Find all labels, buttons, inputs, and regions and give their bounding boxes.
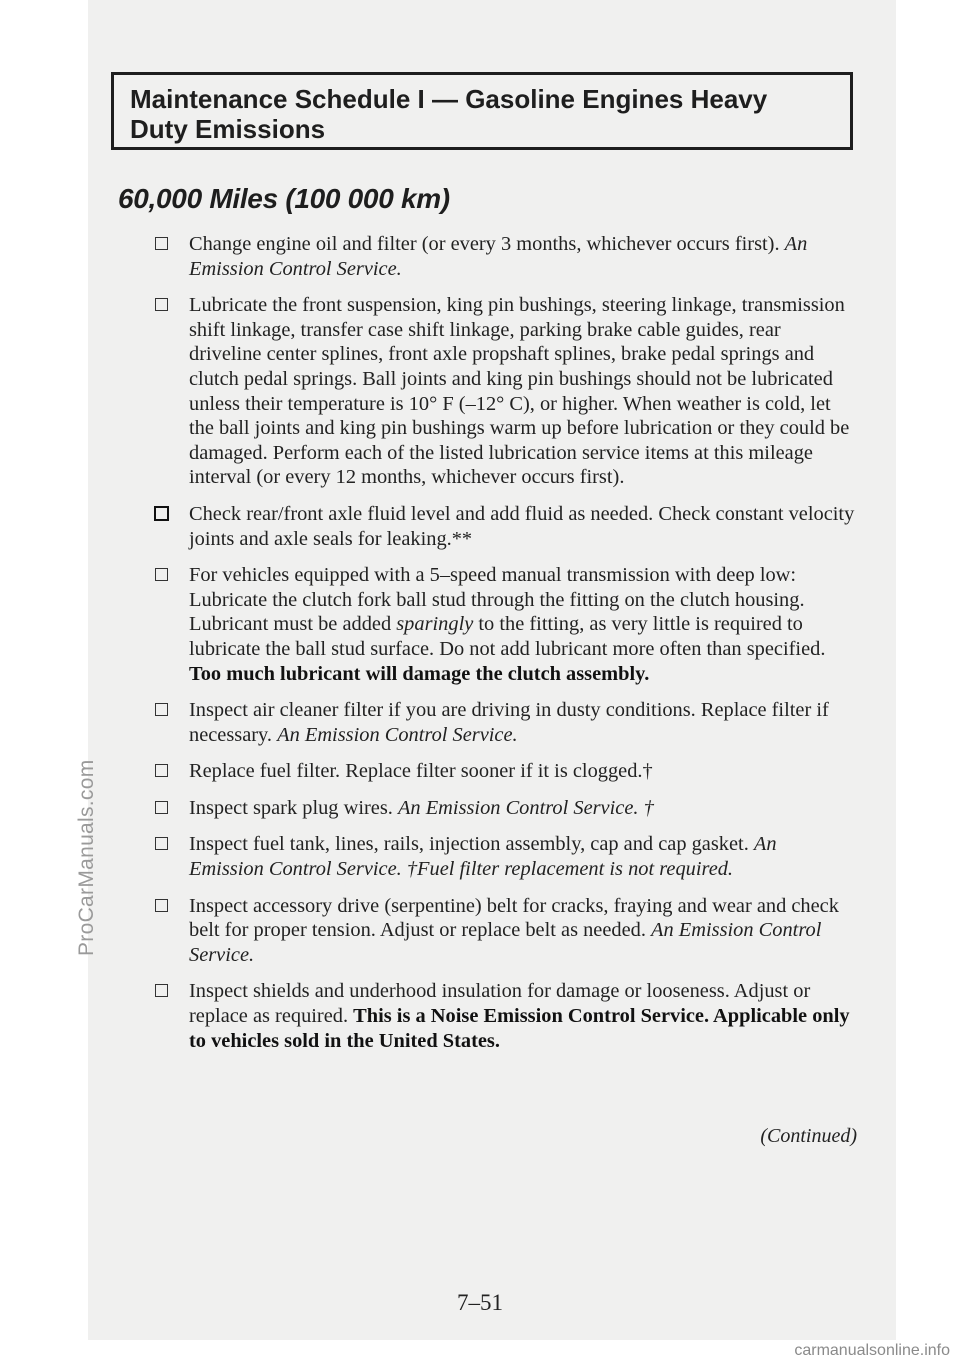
item-emphasis: sparingly [396, 613, 474, 636]
list-item [155, 832, 855, 881]
item-text: Inspect fuel tank, lines, rails, injection assembly, cap and cap gasket. [189, 833, 754, 856]
item-text-continued: to the fitting, as very little is required to lubricate the ball stud surface. Do not add lubricant more often than specified. [189, 613, 826, 660]
item-text: Change engine oil and filter (or every 3 months, whichever occurs first). [189, 233, 785, 255]
list-item [155, 759, 855, 784]
item-text: Inspect accessory drive (serpentine) belt for cracks, fraying and wear and check belt for proper tension. Adjust or replace belt as needed. [189, 894, 839, 942]
checkbox-icon[interactable] [155, 899, 168, 912]
checkbox-icon[interactable] [155, 568, 168, 581]
list-item [155, 232, 855, 281]
item-noise-note: This is a Noise Emission Control Service. Applicable only to vehicles sold in the United States. [189, 1005, 850, 1052]
checkbox-icon[interactable] [155, 237, 168, 250]
section-title: 60,000 Miles (100 000 km) [118, 183, 450, 214]
bottom-watermark: carmanualsonline.info [794, 1342, 950, 1359]
header-title-line-1: Maintenance Schedule I — Gasoline Engines Heavy [130, 84, 768, 114]
item-emission-note: An Emission Control Service. [189, 919, 822, 966]
item-emission-note: An Emission Control Service. †Fuel filter replacement is not required. [189, 833, 777, 881]
checkbox-icon[interactable] [155, 764, 168, 777]
item-warning: Too much lubricant will damage the clutch assembly. [189, 662, 650, 685]
checkbox-icon[interactable] [155, 984, 168, 997]
list-item [155, 979, 855, 1053]
item-text: Inspect spark plug wires. [189, 796, 398, 819]
list-item [155, 563, 855, 686]
checkbox-icon[interactable] [155, 837, 168, 850]
item-text: For vehicles equipped with a 5–speed manual transmission with deep low: Lubricate the clutch fork ball stud through the fitting on the clutch housing. Lubricant must be added [189, 564, 805, 636]
item-text: Lubricate the front suspension, king pin bushings, steering linkage, transmission shift linkage, transfer case shift linkage, parking brake cable guides, rear driveline center splines, front axle propshaft splines, brake pedal springs and clutch pedal springs. Ball joints and king pin bushings should not be lubricated unless their temperature is 10° F (–12° C), or higher. When weather is cold, let the ball joints and king pin bushings warm up before lubrication or they could be damaged. Perform each of the listed lubrication service items at this mileage interval (or every 12 months, whichever occurs first). [189, 294, 850, 489]
list-item [155, 698, 855, 747]
header-title-line-2: Duty Emissions [130, 114, 326, 144]
item-text: Check rear/front axle fluid level and add fluid as needed. Check constant velocity joints and axle seals for leaking.** [189, 502, 855, 550]
checkbox-icon[interactable] [155, 801, 168, 814]
maintenance-checklist [155, 232, 855, 1065]
item-text: Inspect shields and underhood insulation for damage or looseness. Adjust or replace as required. [189, 980, 811, 1028]
list-item [155, 796, 855, 821]
item-emission-note: An Emission Control Service. † [397, 796, 654, 819]
list-item [155, 293, 855, 490]
continued-note: (Continued) [760, 1125, 857, 1147]
item-emission-note: An Emission Control Service. [189, 233, 808, 280]
checkbox-icon[interactable] [154, 506, 169, 521]
list-item [155, 502, 855, 551]
page-number: 7–51 [457, 1290, 503, 1315]
side-watermark-text: ProCarManuals.com [75, 759, 98, 956]
list-item [155, 894, 855, 968]
item-text: Inspect air cleaner filter if you are driving in dusty conditions. Replace filter if necessary. [189, 699, 829, 746]
page-header [111, 72, 853, 150]
item-emission-note: An Emission Control Service. [277, 723, 518, 746]
checkbox-icon[interactable] [155, 703, 168, 716]
checkbox-icon[interactable] [155, 298, 168, 311]
item-text: Replace fuel filter. Replace filter sooner if it is clogged.† [189, 760, 653, 783]
